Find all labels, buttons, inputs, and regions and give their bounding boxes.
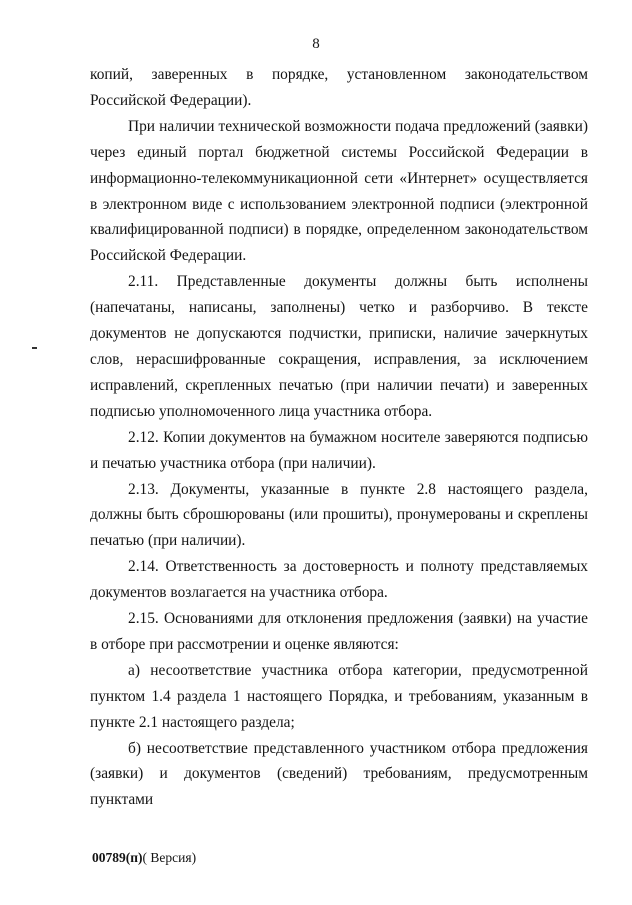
paragraph: копий, заверенных в порядке, установленном законодательством Российской Федерации).	[90, 66, 588, 109]
document-body	[90, 62, 588, 813]
paragraph: 2.12. Копии документов на бумажном носителе заверяются подписью и печатью участника отбора (при наличии).	[90, 428, 588, 472]
paragraph: 2.15. Основаниями для отклонения предложения (заявки) на участие в отборе при рассмотрении и оценке являются:	[90, 610, 588, 653]
paragraph: 2.11. Представленные документы должны быть исполнены (напечатаны, написаны, заполнены) четко и разборчиво. В тексте документов не допускаются подчистки, приписки, наличие зачеркнутых слов, нерасшифрованные сокращения, исправления, за исключением исправлений, скрепленных печатью (при наличии печати) и заверенных подписью уполномоченного лица участника отбора.	[90, 273, 588, 420]
margin-mark	[32, 347, 37, 349]
document-footer	[92, 850, 196, 866]
paragraph: При наличии технической возможности подача предложений (заявки) через единый портал бюджетной системы Российской Федерации в информационно-телекоммуникационной сети «Интернет» осуществляется в электронном виде с использованием электронной подписи (электронной квалифицированной подписи) в порядке, определенном законодательством Российской Федерации.	[90, 117, 588, 265]
paragraph: 2.13. Документы, указанные в пункте 2.8 настоящего раздела, должны быть сброшюрованы (или прошиты), пронумерованы и скреплены печатью (при наличии).	[90, 480, 588, 550]
page-number: 8	[312, 36, 320, 52]
document-code: 00789(п)	[92, 850, 143, 865]
document-version: ( Версия)	[142, 850, 197, 865]
paragraph: а) несоответствие участника отбора категории, предусмотренной пунктом 1.4 раздела 1 настоящего Порядка, и требованиям, указанным в пункте 2.1 настоящего раздела;	[90, 661, 588, 731]
paragraph: б) несоответствие представленного участником отбора предложения (заявки) и документов (сведений) требованиям, предусмотренным пунктами	[90, 739, 588, 809]
paragraph: 2.14. Ответственность за достоверность и полноту представляемых документов возлагается на участника отбора.	[90, 558, 588, 602]
